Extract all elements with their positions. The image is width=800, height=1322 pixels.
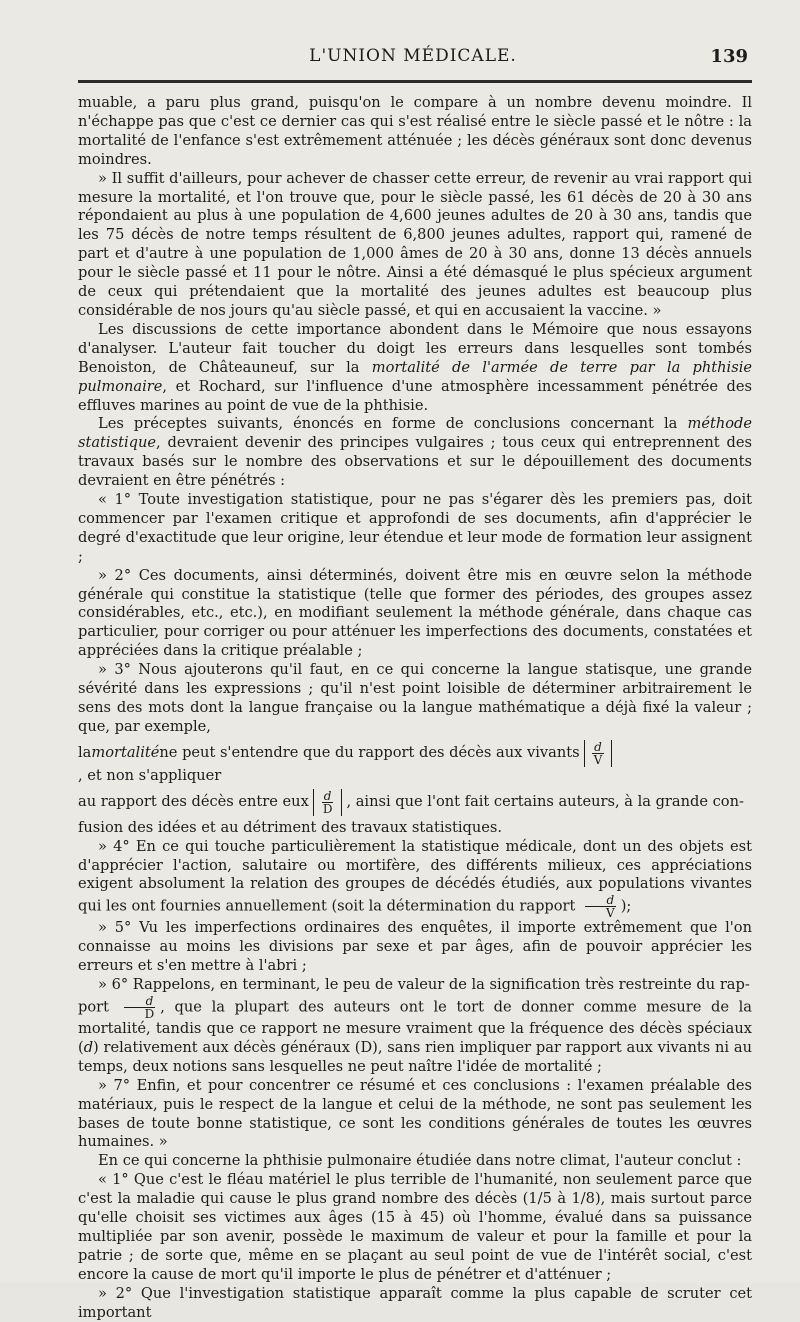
running-header xyxy=(78,46,748,76)
paragraph: En ce qui concerne la phthisie pulmonaire étudiée dans notre climat, l'auteur conclut : xyxy=(98,1152,742,1170)
paragraph xyxy=(78,321,752,416)
paragraph: » 5° Vu les imperfections ordinaires des enquêtes, il importe extrêmement que l'on connaisse au moins les divisions par sexe et par âges, afin de pouvoir apprécier les erreurs et s'en mettre à l'abri ; xyxy=(78,919,752,975)
italic-term: d xyxy=(83,1038,94,1056)
formula-line xyxy=(78,740,752,786)
paragraph-text: » 4° En ce qui touche particulièrement la statistique médicale, dont un des objets est d'apprécier l'action, salutaire ou mortifère, des différents milieux, ces appréciations exigent absolument la relation des groupes de décédés étudiés, aux populations vivantes qui les ont fournies annuellement (soit la détermination du rapport xyxy=(78,837,752,915)
paragraph: fusion des idées et au détriment des travaux statistiques. xyxy=(78,818,503,836)
paragraph-text: » 6° Rappelons, en terminant, le peu de valeur de la signification très restreinte du rap- xyxy=(98,976,750,994)
paragraph-text: port xyxy=(78,998,109,1016)
formula-line xyxy=(78,789,752,816)
paragraph-text: au rapport des décès entre eux xyxy=(78,792,309,810)
fraction-numerator: d xyxy=(124,995,156,1008)
paragraph: « 1° Toute investigation statistique, pour ne pas s'égarer dès les premiers pas, doit commencer par l'examen critique et approfondi de ses documents, afin d'apprécier le degré d'exactitude que leur origine, leur étendue et leur mode de formation leur assignent ; xyxy=(78,491,752,565)
paragraph-text: , devraient devenir des principes vulgaires ; tous ceux qui entreprennent des travaux basés sur le nombre des observations et sur le dépouillement des documents devraient en être pénétrés : xyxy=(78,434,752,490)
paragraph-text: ne peut s'entendre que du rapport des décès aux vivants xyxy=(159,743,580,761)
fraction-denominator: V xyxy=(593,752,603,767)
paragraph: « 1° Que c'est le fléau matériel le plus terrible de l'humanité, non seulement parce que c'est la maladie qui cause le plus grand nombre des décès (1/5 à 1/8), mais surtout parce qu'elle choisit ses victimes aux âges (15 à 45) où l'homme, évalué dans sa puissance multipliée par son avenir, possède le maximum de valeur et pour la famille et pour la patrie ; de sorte que, même en se plaçant au seul point de vue de l'intérêt social, c'est encore la cause de mort qu'il importe le plus de pénétrer et d'atténuer ; xyxy=(78,1171,752,1283)
paragraph: » Il suffit d'ailleurs, pour achever de chasser cette erreur, de revenir au vrai rapport qui mesure la mortalité, et l'on trouve que, pour le siècle passé, les 61 décès de 20 à 30 ans répondaient au plus à une population de 4,600 jeunes adultes de 20 à 30 ans, tandis que les 75 décès de notre temps résultent de 6,800 jeunes adultes, rapport qui, ramené de part et d'autre à une population de 1,000 âmes de 20 à 30 ans, donne 13 décès annuels pour le siècle passé et 11 pour le nôtre. Ainsi a été démasqué le plus spécieux argument de ceux qui prétendaient que la mortalité des jeunes adultes est beaucoup plus considérable de nos jours qu'au siècle passé, et qui en accusaient la vaccine. » xyxy=(78,169,752,319)
fraction-numerator: d xyxy=(323,788,332,803)
fraction-bracket xyxy=(584,740,613,767)
paragraph-text: , et non s'appliquer xyxy=(78,766,222,784)
paragraph-text: la xyxy=(78,743,92,761)
paragraph xyxy=(78,415,752,491)
italic-term: mortalité xyxy=(91,743,160,761)
paragraph-text: , et Rochard, sur l'influence d'une atmosphère incessamment pénétrée des effluves marines au point de vue de la phthisie. xyxy=(78,377,752,414)
paragraph-text: ) relativement aux décès généraux (D), sans rien impliquer par rapport aux vivants ni au temps, deux notions sans lesquelles ne peut naître l'idée de mortalité ; xyxy=(78,1038,752,1075)
paragraph xyxy=(78,838,752,920)
paragraph: » 3° Nous ajouterons qu'il faut, en ce qui concerne la langue statisque, une grande sévérité dans les expressions ; qu'il n'est point loisible de déterminer arbitrairement le sens des mots dont la langue française ou la langue mathématique a déjà fixé la valeur ; que, par exemple, xyxy=(78,661,752,735)
italic-title: mortalité de l'armée de terre par la phthisie pulmonaire xyxy=(78,358,753,395)
paragraph-text: , ainsi que l'ont fait certains auteurs, à la grande con- xyxy=(346,792,744,810)
fraction-denominator: D xyxy=(322,801,333,816)
paragraph: muable, a paru plus grand, puisqu'on le compare à un nombre devenu moindre. Il n'échappe pas que c'est ce dernier cas qui s'est réalisé entre le siècle passé et le nôtre : la mortalité de l'enfance s'est extrêmement atténuée ; les décès généraux sont donc devenus moindres. xyxy=(78,94,752,168)
paragraph-text: Les discussions de cette importance abondent dans le Mémoire que nous essayons d'analyser. L'auteur fait toucher du doigt les erreurs dans lesquelles sont tombés Benoiston, de Châteauneuf, sur la xyxy=(78,320,752,376)
paragraph-text: ); xyxy=(620,897,632,915)
paragraph xyxy=(78,976,752,1077)
fraction-denominator: D xyxy=(144,1006,155,1021)
fraction-d-over-d xyxy=(123,995,157,1020)
fraction-numerator: d xyxy=(594,739,602,754)
journal-title: L'UNION MÉDICALE. xyxy=(309,46,517,66)
paragraph: » 7° Enfin, et pour concentrer ce résumé et ces conclusions : l'examen préalable des matériaux, puis le respect de la langue et celui de la méthode, ne sont pas seulement les bases de toute bonne statistique, ce sont les conditions générales de toutes les œuvres humaines. » xyxy=(78,1076,752,1151)
header-rule xyxy=(78,80,752,83)
fraction-d-over-v xyxy=(592,741,605,766)
article-body xyxy=(78,94,752,1322)
page-number: 139 xyxy=(710,46,748,67)
paragraph-text: , que la plupart des auteurs ont le tort de donner comme mesure de la mortalité, tandis que ce rapport ne mesure vraiment que la fréquence des décès spéciaux ( xyxy=(78,998,752,1056)
paragraph: » 2° Que l'investigation statistique apparaît comme la plus capable de scruter cet important xyxy=(78,1284,752,1321)
paragraph-text: Les préceptes suivants, énoncés en forme de conclusions concernant la xyxy=(98,415,688,433)
fraction-d-over-v xyxy=(584,894,617,919)
fraction-bracket xyxy=(313,789,343,816)
fraction-d-over-d xyxy=(321,790,335,815)
italic-term: méthode statistique xyxy=(78,415,752,452)
fraction-numerator: d xyxy=(585,894,617,907)
fraction-denominator: V xyxy=(606,906,615,921)
paragraph: » 2° Ces documents, ainsi déterminés, doivent être mis en œuvre selon la méthode générale qui constitue la statistique (telle que former des périodes, des groupes assez considérables, etc., etc.), en modifiant seulement la méthode générale, dans chaque cas particulier, pour corriger ou pour atténuer les imperfections des documents, constatées et appréciées dans la critique préalable ; xyxy=(78,566,752,660)
